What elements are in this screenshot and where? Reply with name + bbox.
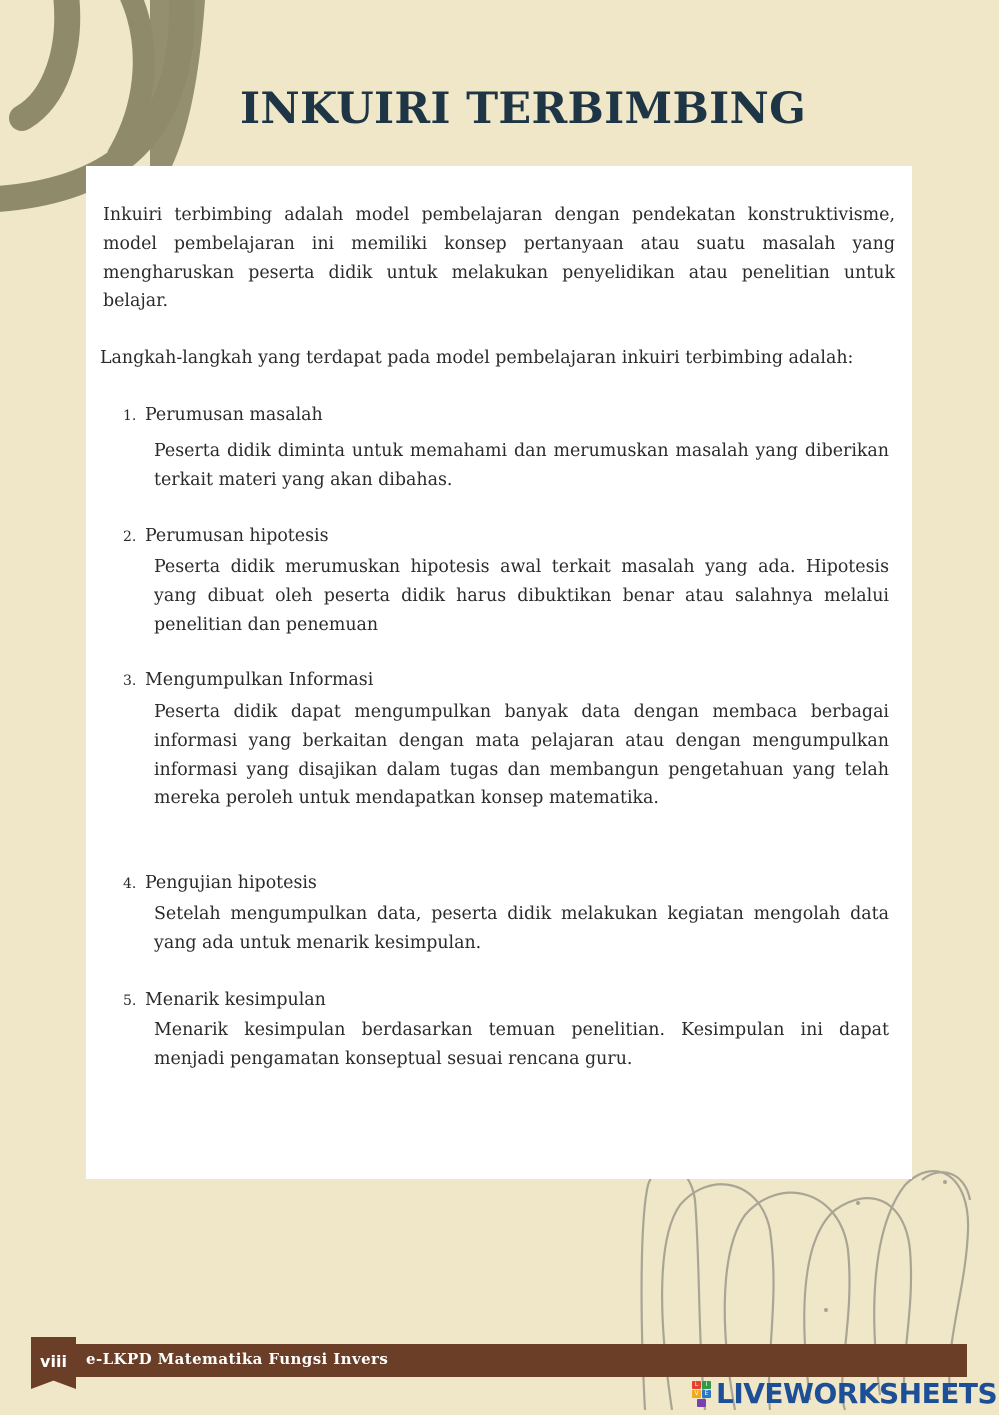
logo-letter: I	[702, 1381, 711, 1389]
step-heading	[123, 666, 373, 696]
step-number: 1.	[123, 408, 137, 424]
logo-letter: V	[692, 1390, 701, 1398]
step-description: Peserta didik diminta untuk memahami dan merumuskan masalah yang diberikan terkait materi yang akan dibahas.	[154, 441, 889, 490]
step-title: Perumusan hipotesis	[145, 526, 329, 546]
step-description: Setelah mengumpulkan data, peserta didik melakukan kegiatan mengolah data yang ada untuk menarik kesimpulan.	[154, 904, 889, 953]
liveworksheets-wordmark: LIVEWORKSHEETS	[716, 1377, 998, 1410]
step-description: Peserta didik dapat mengumpulkan banyak data dengan membaca berbagai informasi yang berkaitan dengan mata pelajaran atau dengan mengumpulkan informasi yang disajikan dalam tugas dan membangun pengetahuan yang telah mereka peroleh untuk mendapatkan konsep matematika.	[154, 702, 889, 809]
step-title: Perumusan masalah	[145, 405, 323, 425]
top-left-swirl-fill	[150, 0, 205, 170]
step-description: Peserta didik merumuskan hipotesis awal terkait masalah yang ada. Hipotesis yang dibuat oleh peserta didik harus dibuktikan benar atau salahnya melalui penelitian dan penemuan	[154, 557, 889, 635]
liveworksheets-logo[interactable]	[692, 1377, 998, 1411]
step-title: Pengujian hipotesis	[145, 873, 317, 893]
footer-title: e-LKPD Matematika Fungsi Invers	[86, 1350, 389, 1368]
steps-lead-paragraph: Langkah-langkah yang terdapat pada model pembelajaran inkuiri terbimbing adalah:	[100, 348, 854, 368]
logo-letter: E	[702, 1390, 711, 1398]
liveworksheets-icon	[692, 1381, 712, 1407]
step-heading	[123, 869, 317, 899]
step-title: Menarik kesimpulan	[145, 990, 326, 1010]
step-heading	[123, 986, 326, 1016]
step-heading	[123, 401, 323, 431]
step-heading	[123, 522, 329, 552]
page-number: viii	[40, 1352, 67, 1371]
step-title: Mengumpulkan Informasi	[145, 670, 374, 690]
step-number: 4.	[123, 876, 137, 892]
content-card	[86, 166, 912, 1179]
logo-letter: L	[692, 1381, 701, 1389]
step-number: 3.	[123, 673, 137, 689]
page-title: INKUIRI TERBIMBING	[240, 84, 807, 134]
step-number: 5.	[123, 993, 137, 1009]
step-description: Menarik kesimpulan berdasarkan temuan penelitian. Kesimpulan ini dapat menjadi pengamatan konseptual sesuai rencana guru.	[154, 1020, 889, 1069]
step-number: 2.	[123, 529, 137, 545]
intro-paragraph: Inkuiri terbimbing adalah model pembelajaran dengan pendekatan konstruktivisme, model pembelajaran ini memiliki konsep pertanyaan atau suatu masalah yang mengharuskan peserta didik untuk melakukan penyelidikan atau penelitian untuk belajar.	[103, 205, 895, 312]
